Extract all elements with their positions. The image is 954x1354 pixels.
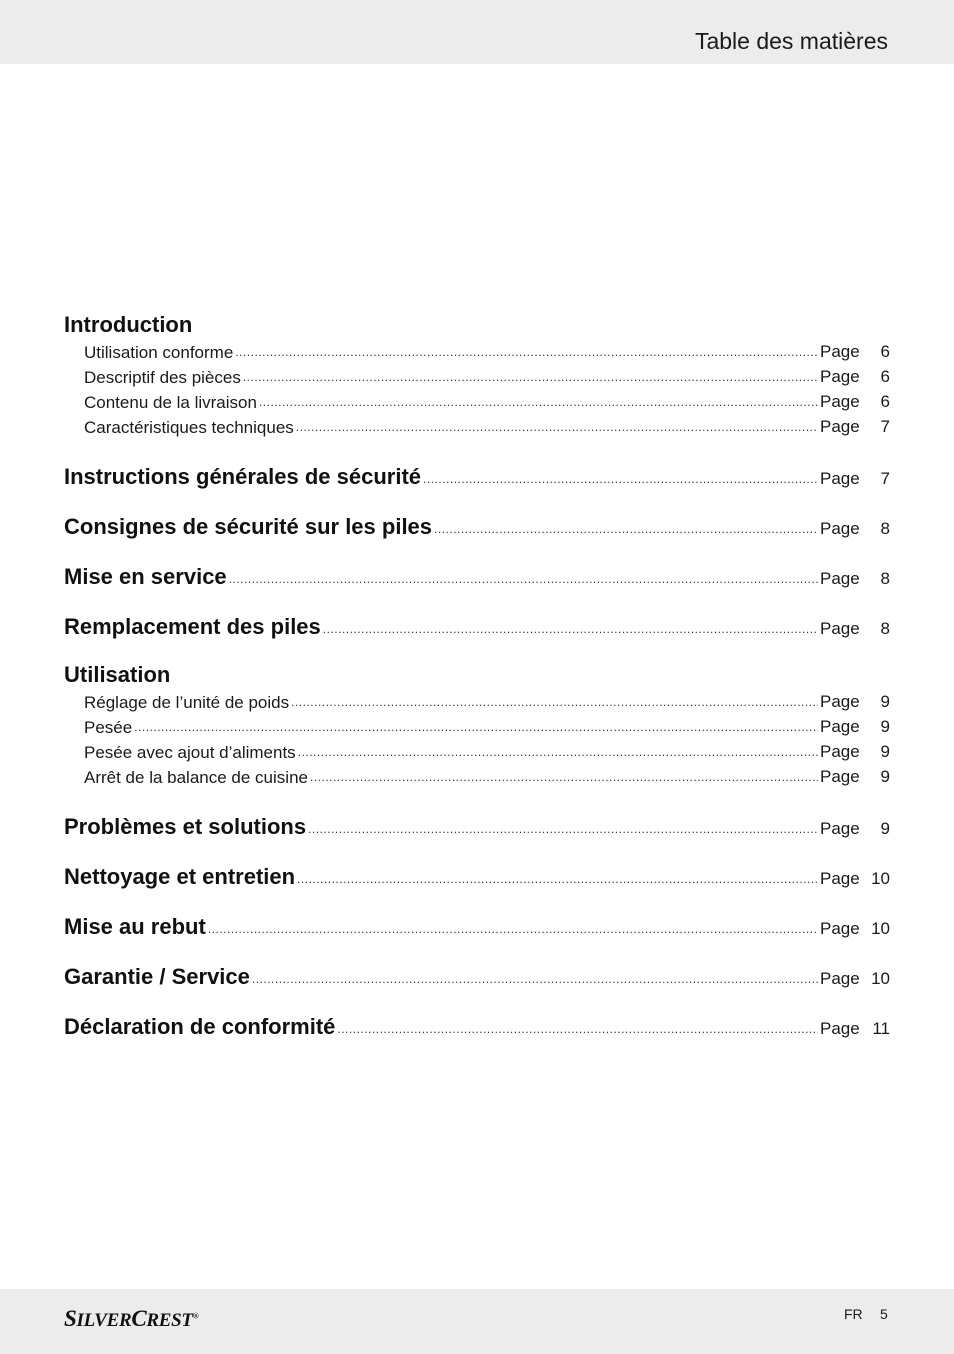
toc-item-label: Utilisation conforme <box>84 343 234 362</box>
dot-leader <box>308 822 818 836</box>
page-number: 9 <box>880 692 890 711</box>
page-word: Page <box>820 519 860 538</box>
toc-section-label: Déclaration de conformité <box>64 1014 336 1039</box>
page-word: Page <box>820 619 860 638</box>
toc-section-label: Problèmes et solutions <box>64 814 307 839</box>
toc-section-label: Garantie / Service <box>64 964 250 989</box>
toc-section-label: Consignes de sécurité sur les piles <box>64 514 433 539</box>
page-word: Page <box>820 819 860 838</box>
page-number: 8 <box>880 569 890 588</box>
dot-leader <box>134 720 818 734</box>
dot-leader <box>298 745 818 759</box>
dot-leader <box>229 572 818 586</box>
page-number: 9 <box>880 767 890 786</box>
page-word: Page <box>820 919 860 938</box>
dot-leader <box>235 345 818 359</box>
silvercrest-logo: SILVERCREST® <box>64 1306 199 1331</box>
page-number: 6 <box>880 367 890 386</box>
page-number: 6 <box>880 342 890 361</box>
toc-item-label: Caractéristiques techniques <box>84 418 294 437</box>
page-number: 7 <box>880 417 890 436</box>
page-word: Page <box>820 342 860 361</box>
toc-item-label: Pesée <box>84 718 133 737</box>
toc-item[interactable] <box>64 392 890 413</box>
page-word: Page <box>820 767 860 786</box>
page-number: 8 <box>880 519 890 538</box>
dot-leader <box>297 872 818 886</box>
toc-heading-utilisation: Utilisation <box>64 662 171 687</box>
page-word: Page <box>820 969 860 988</box>
page-number: 10 <box>871 869 890 888</box>
dot-leader <box>291 695 818 709</box>
page-number: 9 <box>880 742 890 761</box>
toc-item-label: Pesée avec ajout d’aliments <box>84 743 296 762</box>
toc-item[interactable] <box>64 367 890 388</box>
toc-item[interactable] <box>64 417 890 438</box>
page-number: 8 <box>880 619 890 638</box>
dot-leader <box>434 522 818 536</box>
toc-section-remplacement[interactable] <box>64 614 890 640</box>
page-word: Page <box>820 417 860 436</box>
page-number: 10 <box>871 919 890 938</box>
toc-section-securite[interactable] <box>64 464 890 490</box>
page-word: Page <box>820 869 860 888</box>
page-word: Page <box>820 1019 860 1038</box>
toc-item[interactable] <box>64 342 890 363</box>
toc-item-label: Descriptif des pièces <box>84 368 241 387</box>
footer-page-number: 5 <box>880 1306 888 1322</box>
toc-section-problemes[interactable] <box>64 814 890 840</box>
page-number: 6 <box>880 392 890 411</box>
dot-leader <box>252 972 818 986</box>
page-word: Page <box>820 392 860 411</box>
language-code: FR <box>844 1306 863 1322</box>
dot-leader <box>337 1022 818 1036</box>
toc-item[interactable] <box>64 742 890 763</box>
toc-item[interactable] <box>64 767 890 788</box>
page-number: 9 <box>880 717 890 736</box>
dot-leader <box>208 922 818 936</box>
dot-leader <box>310 770 818 784</box>
toc-section-nettoyage[interactable] <box>64 864 890 890</box>
toc-section-conformite[interactable] <box>64 1014 890 1040</box>
page-number: 9 <box>880 819 890 838</box>
toc-section-mise-en-service[interactable] <box>64 564 890 590</box>
toc-item-label: Réglage de l’unité de poids <box>84 693 290 712</box>
page-header <box>0 0 954 64</box>
toc-item-label: Arrêt de la balance de cuisine <box>84 768 308 787</box>
dot-leader <box>259 395 818 409</box>
toc-item[interactable] <box>64 717 890 738</box>
dot-leader <box>423 472 818 486</box>
toc-section-label: Remplacement des piles <box>64 614 321 639</box>
toc-section-label: Instructions générales de sécurité <box>64 464 422 489</box>
page-word: Page <box>820 692 860 711</box>
toc-section-label: Mise en service <box>64 564 227 589</box>
dot-leader <box>243 370 818 384</box>
toc-section-label: Mise au rebut <box>64 914 206 939</box>
page-word: Page <box>820 742 860 761</box>
page-word: Page <box>820 367 860 386</box>
page-word: Page <box>820 569 860 588</box>
page-title: Table des matières <box>694 28 888 54</box>
page-word: Page <box>820 717 860 736</box>
toc-section-garantie[interactable] <box>64 964 890 990</box>
page-number: 10 <box>871 969 890 988</box>
toc-section-piles[interactable] <box>64 514 890 540</box>
page-number: 11 <box>872 1019 890 1038</box>
dot-leader <box>296 420 818 434</box>
page-number: 7 <box>880 469 890 488</box>
toc-section-label: Nettoyage et entretien <box>64 864 296 889</box>
toc-item[interactable] <box>64 692 890 713</box>
toc-item-label: Contenu de la livraison <box>84 393 257 412</box>
toc-section-rebut[interactable] <box>64 914 890 940</box>
toc-heading-introduction: Introduction <box>64 312 193 337</box>
page-word: Page <box>820 469 860 488</box>
dot-leader <box>323 622 818 636</box>
